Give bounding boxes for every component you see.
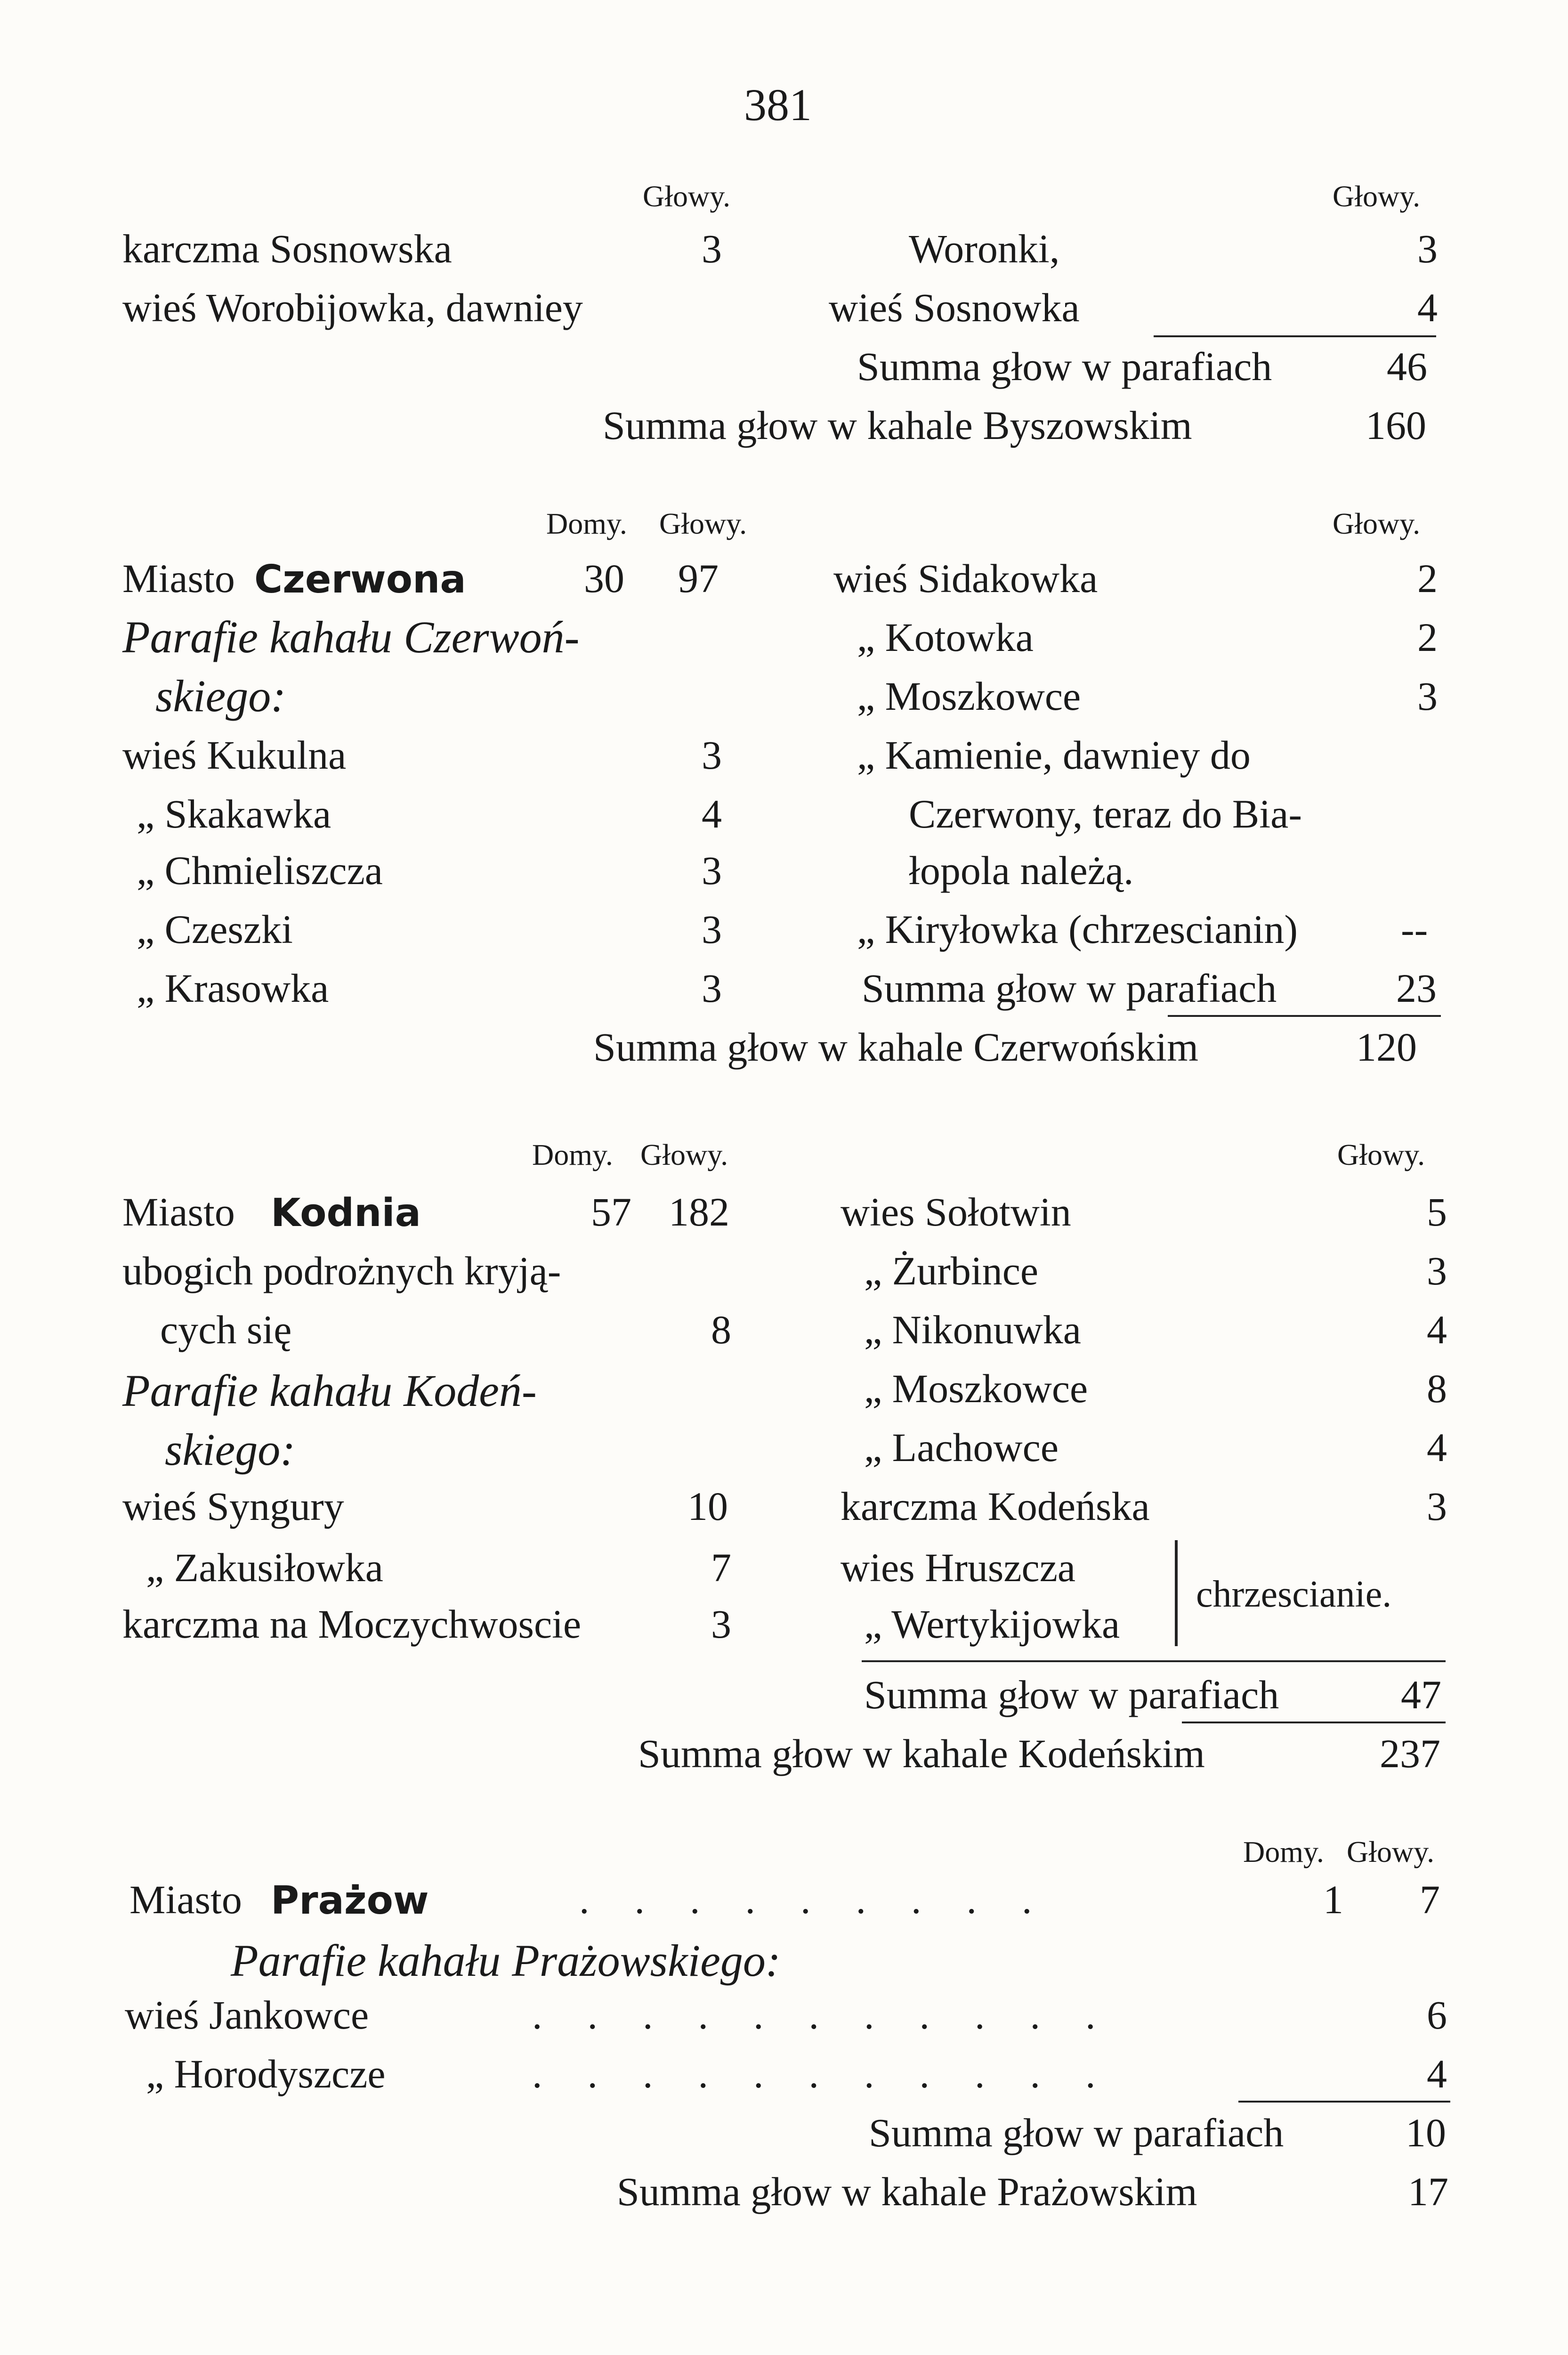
poor-travellers-cont: cych się (160, 1307, 292, 1352)
right-row-name: Woronki, (909, 226, 1060, 271)
kahal-sum-label: Summa głow w kahale Kodeńskim (638, 1731, 1205, 1776)
bracket (1175, 1540, 1178, 1646)
divider (1168, 1015, 1441, 1017)
left-header-heads: Głowy. (640, 1138, 728, 1171)
left-row-heads: 3 (711, 1601, 731, 1647)
right-row-heads: 4 (1417, 285, 1438, 330)
right-row-name: „ Wertykijowka (864, 1601, 1120, 1647)
parish-title: Parafie kahału Prażowskiego: (231, 1935, 781, 1986)
right-row-heads: 5 (1427, 1189, 1447, 1234)
town-name: Czerwona (254, 557, 466, 602)
left-row-name: wieś Kukulna (122, 732, 347, 778)
town-houses: 1 (1323, 1877, 1343, 1922)
kahal-sum-value: 17 (1408, 2169, 1448, 2214)
left-row-name: wieś Syngury (122, 1484, 344, 1529)
right-row-heads: 4 (1427, 1425, 1447, 1470)
town-heads: 7 (1420, 1877, 1440, 1922)
right-header-heads: Głowy. (1333, 179, 1421, 213)
header-houses: Domy. (1243, 1835, 1324, 1868)
left-header-houses: Domy. (546, 507, 627, 540)
page-number: 381 (744, 80, 812, 130)
right-row-heads: -- (1401, 907, 1428, 952)
header-heads: Głowy. (1347, 1835, 1435, 1868)
right-row-name: „ Kiryłowka (chrzescianin) (857, 907, 1298, 952)
kahal-sum-value: 120 (1356, 1024, 1417, 1070)
left-row-name: „ Krasowka (137, 966, 329, 1011)
right-row-name: wieś Sidakowka (833, 556, 1098, 601)
left-header-heads: Głowy. (643, 179, 731, 213)
right-row-heads: 4 (1427, 1307, 1447, 1352)
town-label: Miasto (129, 1877, 242, 1922)
town-name: Kodnia (271, 1191, 421, 1235)
right-header-heads: Głowy. (1337, 1138, 1425, 1171)
poor-travellers: ubogich podrożnych kryją- (122, 1248, 561, 1293)
left-row-heads: 3 (702, 848, 722, 893)
parish-title-cont: skiego: (165, 1424, 296, 1475)
parish-sum-value: 10 (1406, 2110, 1446, 2155)
left-row-heads: 3 (702, 226, 722, 271)
left-row-name: „ Chmieliszcza (137, 848, 383, 893)
town-heads: 182 (669, 1189, 729, 1234)
left-row-heads: 3 (702, 732, 722, 778)
right-row-name: „ Moszkowce (864, 1366, 1088, 1411)
town-houses: 57 (591, 1189, 631, 1234)
left-row-heads: 4 (702, 791, 722, 836)
town-label: Miasto (122, 556, 235, 601)
left-row-name: „ Zakusiłowka (146, 1545, 383, 1590)
parish-sum-label: Summa głow w parafiach (862, 966, 1277, 1011)
left-row-heads: 10 (687, 1484, 728, 1529)
left-row-heads: 3 (702, 907, 722, 952)
row-heads: 4 (1427, 2051, 1447, 2096)
right-row-name: wies Hruszcza (841, 1545, 1076, 1590)
row-name: wieś Jankowce (125, 1992, 369, 2038)
parish-sum-value: 46 (1387, 344, 1427, 389)
town-heads: 97 (678, 556, 719, 601)
dot-leader: ........... (532, 2051, 1141, 2096)
left-row-name: „ Czeszki (137, 907, 293, 952)
left-row-name: wieś Worobijowka, dawniey (122, 285, 583, 330)
dot-leader: ......... (579, 1877, 1077, 1922)
left-row-name: „ Skakawka (137, 791, 331, 836)
parish-sum-label: Summa głow w parafiach (864, 1672, 1279, 1717)
row-heads: 6 (1427, 1992, 1447, 2038)
right-row-name: „ Nikonuwka (864, 1307, 1081, 1352)
right-row-heads: 3 (1417, 226, 1438, 271)
parish-sum-value: 47 (1401, 1672, 1441, 1717)
left-row-name: karczma na Moczychwoscie (122, 1601, 582, 1647)
right-row-name: „ Kamienie, dawniey do (857, 732, 1251, 778)
right-row-heads: 2 (1417, 556, 1438, 601)
right-row-name: karczma Kodeńska (841, 1484, 1150, 1529)
right-row-name: „ Żurbince (864, 1248, 1039, 1293)
right-row-name: Czerwony, teraz do Bia- (909, 791, 1302, 836)
divider (1238, 2101, 1450, 2103)
right-header-heads: Głowy. (1333, 507, 1421, 540)
divider (862, 1660, 1446, 1662)
kahal-sum-value: 237 (1380, 1731, 1440, 1776)
left-row-name: karczma Sosnowska (122, 226, 452, 271)
kahal-sum-label: Summa głow w kahale Czerwońskim (593, 1024, 1199, 1070)
right-row-name: wieś Sosnowka (829, 285, 1080, 330)
right-row-name: „ Kotowka (857, 615, 1034, 660)
left-header-heads: Głowy. (659, 507, 747, 540)
left-row-heads: 7 (711, 1545, 731, 1590)
right-row-heads: 3 (1417, 674, 1438, 719)
kahal-sum-label: Summa głow w kahale Byszowskim (603, 403, 1192, 448)
right-row-heads: 2 (1417, 615, 1438, 660)
kahal-sum-label: Summa głow w kahale Prażowskim (617, 2169, 1197, 2214)
town-houses: 30 (584, 556, 624, 601)
divider (1154, 335, 1436, 337)
parish-sum-label: Summa głow w parafiach (869, 2110, 1284, 2155)
parish-title: Parafie kahału Czerwoń- (122, 612, 580, 662)
parish-sum-value: 23 (1396, 966, 1437, 1011)
right-row-heads: 8 (1427, 1366, 1447, 1411)
right-row-name: „ Moszkowce (857, 674, 1081, 719)
row-name: „ Horodyszcze (146, 2051, 386, 2096)
right-row-name: wies Sołotwin (841, 1189, 1071, 1234)
right-row-name: „ Lachowce (864, 1425, 1059, 1470)
town-name: Prażow (271, 1878, 429, 1923)
poor-heads: 8 (711, 1307, 731, 1352)
divider (1182, 1722, 1446, 1723)
parish-title: Parafie kahału Kodeń- (122, 1365, 537, 1416)
right-row-heads: 3 (1427, 1248, 1447, 1293)
right-row-heads: 3 (1427, 1484, 1447, 1529)
dot-leader: ........... (532, 1992, 1141, 2038)
parish-title-cont: skiego: (155, 671, 286, 721)
town-label: Miasto (122, 1189, 235, 1234)
kahal-sum-value: 160 (1366, 403, 1426, 448)
right-row-name: łopola należą. (909, 848, 1134, 893)
left-header-houses: Domy. (532, 1138, 613, 1171)
bracket-note: chrzescianie. (1196, 1574, 1392, 1615)
parish-sum-label: Summa głow w parafiach (857, 344, 1272, 389)
left-row-heads: 3 (702, 966, 722, 1011)
